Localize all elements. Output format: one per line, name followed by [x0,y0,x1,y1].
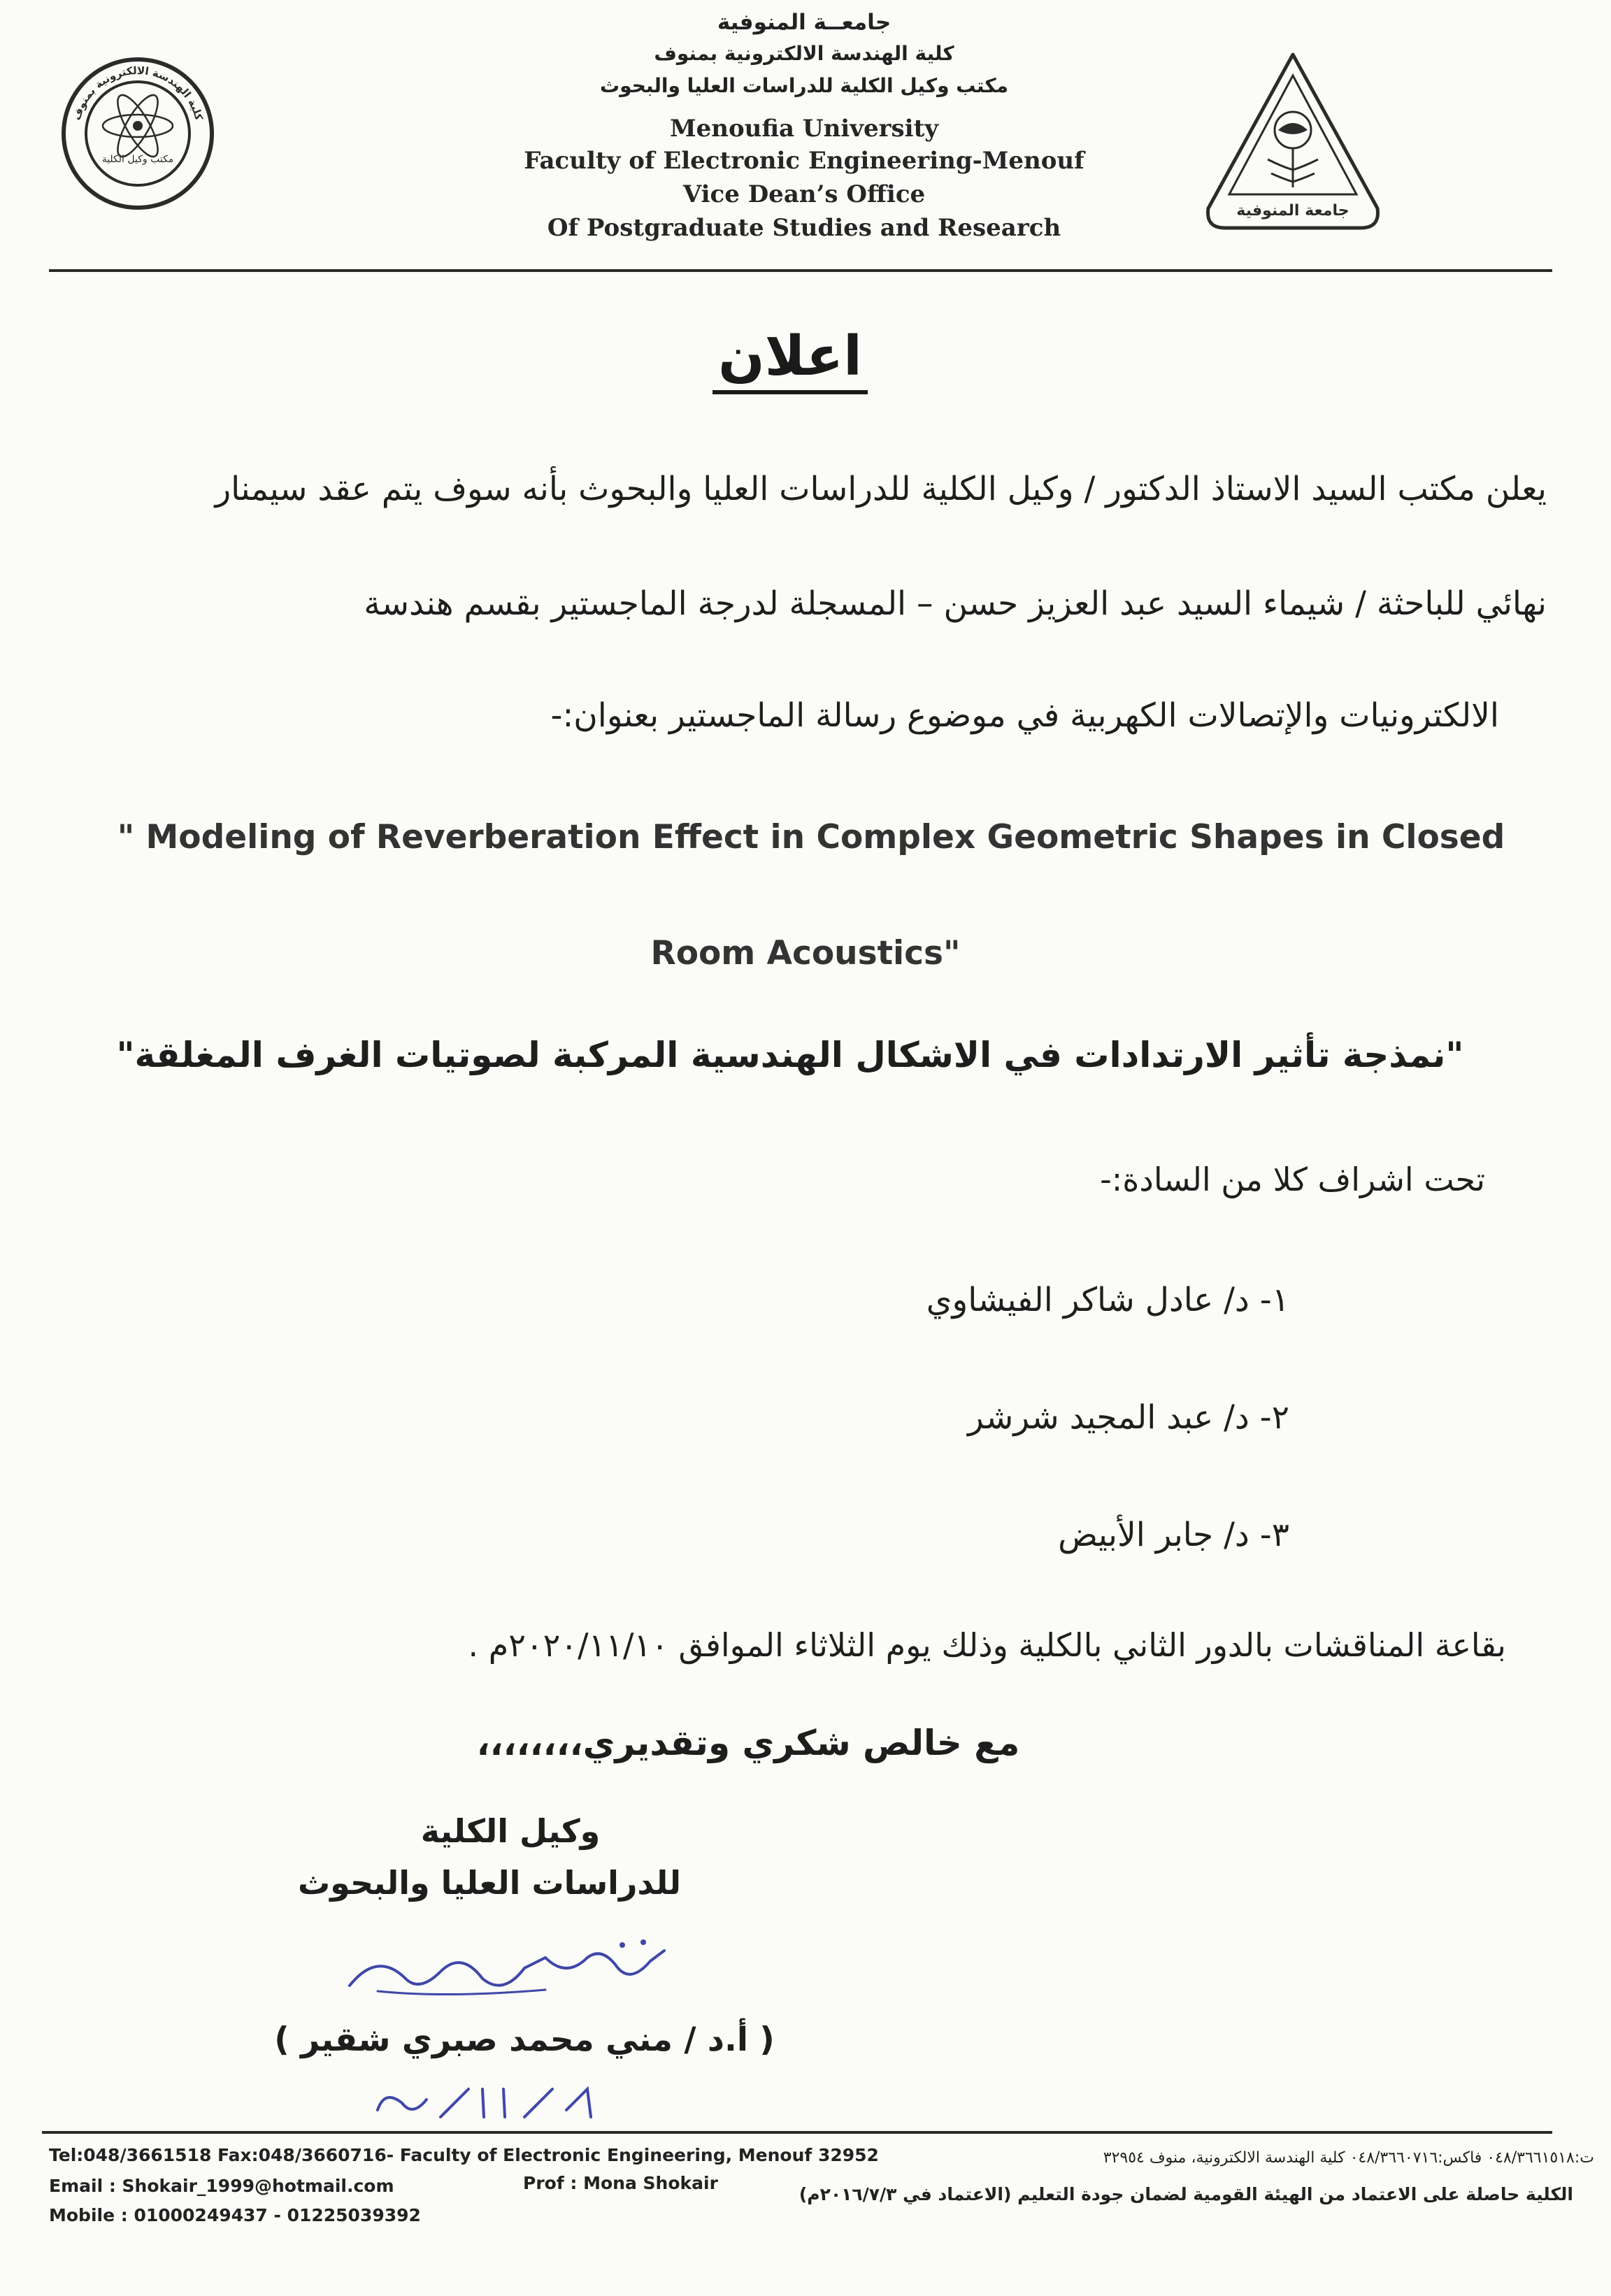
header-ar-line-1: جامعــة المنوفية [717,10,892,35]
thesis-title-en-line-2: Room Acoustics" [650,934,961,973]
signer-name: ( أ.د / مني محمد صبري شقير ) [274,2021,775,2059]
footer-prof: Prof : Mona Shokair [523,2173,718,2193]
title-text: اعلان [713,327,868,394]
header-en-university: Menoufia University [669,115,939,143]
seal-inner-text: مكتب وكيل الكلية [101,154,174,165]
announcement-title [629,327,951,394]
footer-email: Email : Shokair_1999@hotmail.com [49,2176,394,2196]
supervisor-3: ٣- د/ جابر الأبيض [1058,1516,1289,1554]
footer-divider [42,2131,1552,2134]
signer-title-1: وكيل الكلية [420,1812,601,1850]
supervisor-1: ١- د/ عادل شاكر الفيشاوي [926,1281,1289,1319]
footer-mobile: Mobile : 01000249437 - 01225039392 [49,2205,421,2225]
paragraph-line-2: نهائي للباحثة / شيماء السيد عبد العزيز حسن – المسجلة لدرجة الماجستير بقسم هندسة [364,584,1547,623]
handwritten-date [364,2075,629,2131]
header-ar-line-2: كلية الهندسة الالكترونية بمنوف [654,42,954,65]
footer-ar-contact: ت:٠٤٨/٣٦٦١٥١٨ فاكس:٠٤٨/٣٦٦٠٧١٦ كلية الهندسة الالكترونية، منوف ٣٢٩٥٤ [1103,2149,1594,2167]
footer-tel-fax: Tel:048/3661518 Fax:048/3660716- Faculty of Electronic Engineering, Menouf 32952 [49,2145,879,2165]
header-ar-line-3: مكتب وكيل الكلية للدراسات العليا والبحوث [600,74,1008,97]
supervisor-2: ٢- د/ عبد المجيد شرشر [968,1398,1289,1437]
signer-title-2: للدراسات العليا والبحوث [297,1864,682,1902]
faculty-seal-logo [60,56,215,211]
logo-text: جامعة المنوفية [1236,202,1349,220]
thesis-title-ar: "نمذجة تأثير الارتدادات في الاشكال الهندسية المركبة لصوتيات الغرف المغلقة" [116,1035,1464,1075]
venue-date-line: بقاعة المناقشات بالدور الثاني بالكلية وذلك يوم الثلاثاء الموافق ٢٠٢٠/١١/١٠م . [468,1626,1506,1664]
header-en-office: Vice Dean’s Office [682,180,926,208]
paragraph-line-1: يعلن مكتب السيد الاستاذ الدكتور / وكيل الكلية للدراسات العليا والبحوث بأنه سوف يتم عقد سيمنار [215,470,1547,508]
supervision-intro: تحت اشراف كلا من السادة:- [1100,1161,1485,1198]
header-en-faculty: Faculty of Electronic Engineering-Menouf [524,147,1084,175]
header [0,0,1611,273]
paragraph-line-3: الالكترونيات والإتصالات الكهربية في موضوع رسالة الماجستير بعنوان:- [550,696,1499,735]
header-divider [49,269,1552,272]
seal-arc-text: كلية الهندسة الالكترونية بمنوف [70,64,206,122]
closing-line: مع خالص شكري وتقديري،،،،،،،، [476,1723,1020,1763]
header-en-postgraduate: Of Postgraduate Studies and Research [547,214,1061,242]
footer-ar-accreditation: الكلية حاصلة على الاعتماد من الهيئة القومية لضمان جودة التعليم (الاعتماد في ٢٠١٦/٧/٣م) [799,2184,1573,2204]
thesis-title-en-line-1: " Modeling of Reverberation Effect in Complex Geometric Shapes in Closed [117,818,1505,856]
university-logo [1201,48,1384,236]
handwritten-signature [336,1930,699,2007]
